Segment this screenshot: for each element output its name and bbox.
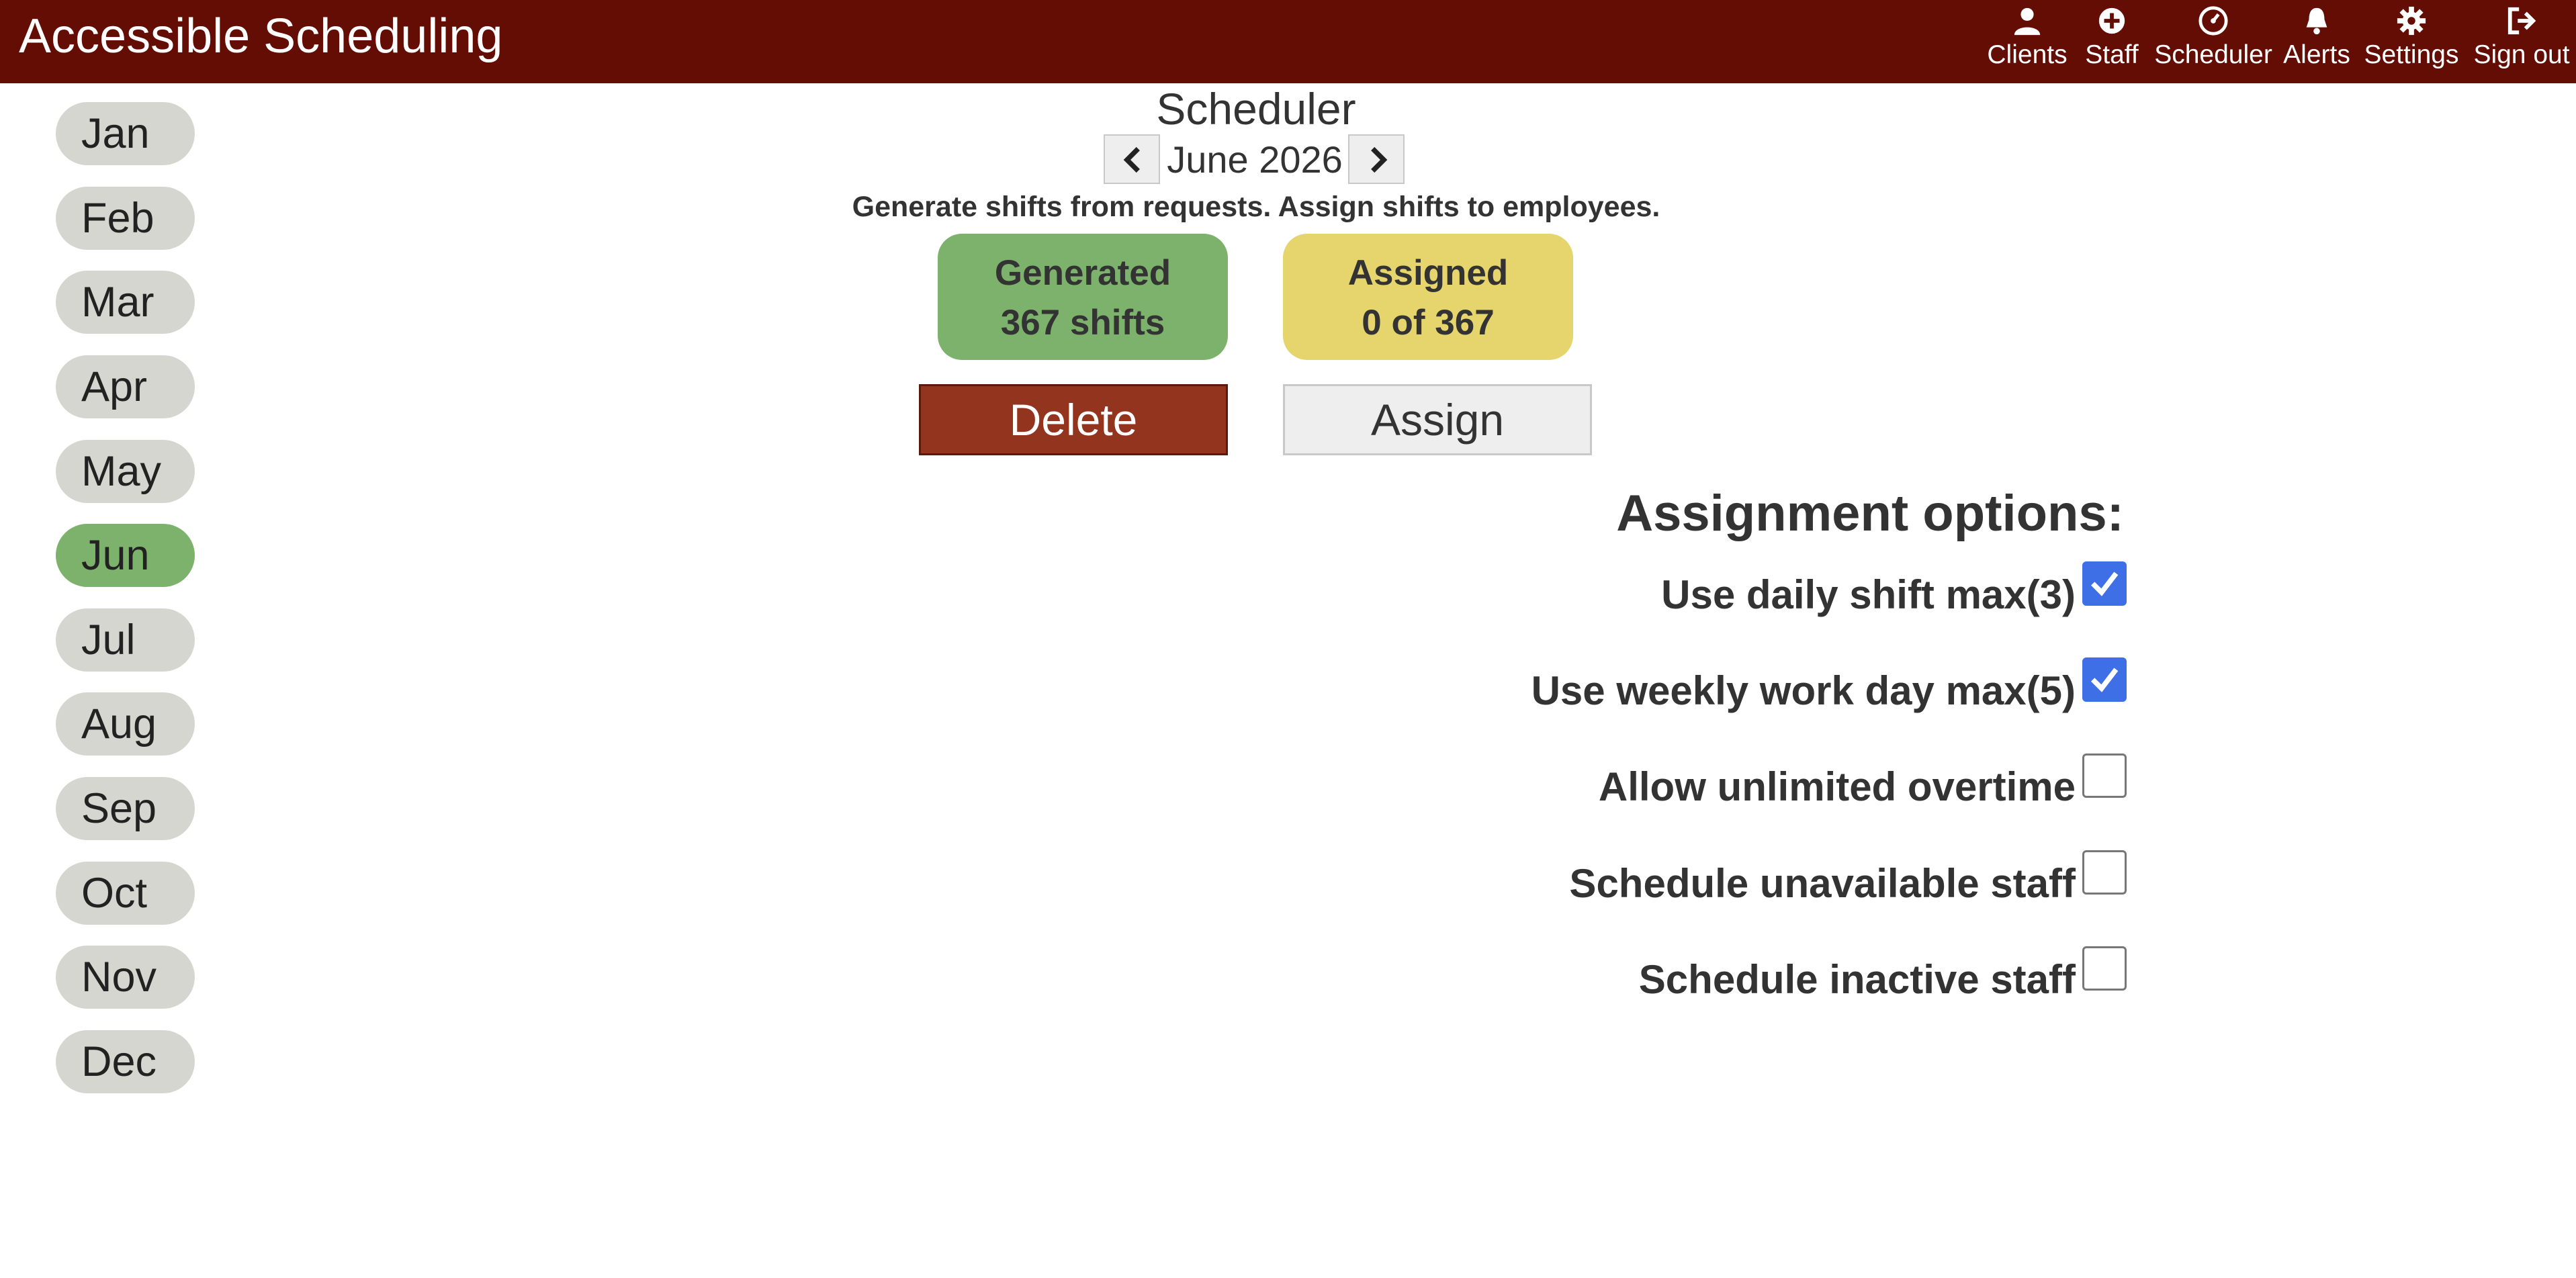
previous-month-button[interactable]: [1104, 134, 1160, 184]
main-nav: [1904, 0, 2576, 83]
nav-alerts[interactable]: [2278, 5, 2356, 79]
option-unavailable-staff: [1343, 850, 2127, 911]
dashboard-icon: [2198, 5, 2229, 36]
option-inactive-staff: [1343, 946, 2127, 1007]
month-jun[interactable]: Jun: [56, 524, 195, 587]
option-label: Use daily shift max(3): [1661, 572, 2076, 617]
option-daily-shift-max: [1343, 561, 2127, 622]
chevron-left-icon: [1118, 145, 1148, 175]
nav-sign-out[interactable]: [2467, 5, 2576, 79]
month-feb[interactable]: Feb: [56, 187, 195, 250]
instructions-text: Generate shifts from requests. Assign shifts to employees.: [852, 191, 1660, 223]
month-dec[interactable]: Dec: [56, 1030, 195, 1093]
option-label: Allow unlimited overtime: [1598, 764, 2076, 809]
nav-label: Scheduler: [2154, 40, 2272, 69]
inactive-staff-checkbox[interactable]: [2082, 946, 2127, 991]
assigned-value: 0 of 367: [1362, 303, 1495, 343]
chevron-right-icon: [1363, 145, 1392, 175]
nav-label: Clients: [1987, 40, 2068, 69]
month-apr[interactable]: Apr: [56, 355, 195, 418]
nav-label: Settings: [2364, 40, 2459, 69]
gear-icon: [2396, 5, 2427, 36]
month-may[interactable]: May: [56, 440, 195, 503]
assignment-options-heading: Assignment options:: [1616, 485, 2124, 542]
option-label: Schedule inactive staff: [1638, 957, 2076, 1002]
nav-scheduler[interactable]: [2151, 5, 2275, 79]
user-icon: [2012, 5, 2043, 36]
nav-label: Alerts: [2283, 40, 2350, 69]
weekly-work-day-max-checkbox[interactable]: [2082, 657, 2127, 702]
page-title: Scheduler: [1156, 84, 1356, 134]
sign-out-icon: [2506, 5, 2537, 36]
checkmark-icon: [2087, 662, 2122, 697]
delete-button[interactable]: Delete: [919, 384, 1228, 455]
nav-settings[interactable]: [2361, 5, 2462, 79]
generated-status: [938, 234, 1228, 360]
checkmark-icon: [2087, 566, 2122, 601]
unavailable-staff-checkbox[interactable]: [2082, 850, 2127, 895]
month-oct[interactable]: Oct: [56, 862, 195, 925]
generated-value: 367 shifts: [1000, 303, 1165, 343]
nav-staff[interactable]: [2075, 5, 2149, 79]
option-unlimited-overtime: [1343, 754, 2127, 814]
month-aug[interactable]: Aug: [56, 692, 195, 756]
month-mar[interactable]: Mar: [56, 271, 195, 334]
nav-label: Staff: [2085, 40, 2139, 69]
month-sep[interactable]: Sep: [56, 777, 195, 840]
current-month-label: June 2026: [1167, 138, 1343, 181]
top-bar: [0, 0, 2576, 83]
next-month-button[interactable]: [1348, 134, 1405, 184]
month-nov[interactable]: Nov: [56, 946, 195, 1009]
month-jan[interactable]: Jan: [56, 102, 195, 165]
assigned-label: Assigned: [1347, 253, 1509, 293]
daily-shift-max-checkbox[interactable]: [2082, 561, 2127, 606]
nav-clients[interactable]: [1981, 5, 2074, 79]
generated-label: Generated: [994, 253, 1171, 293]
nav-label: Sign out: [2473, 40, 2570, 69]
unlimited-overtime-checkbox[interactable]: [2082, 754, 2127, 798]
scheduler-panel: [0, 83, 2576, 1278]
option-label: Use weekly work day max(5): [1531, 668, 2076, 713]
plus-circle-icon: [2096, 5, 2127, 36]
bell-icon: [2301, 5, 2332, 36]
option-label: Schedule unavailable staff: [1569, 861, 2076, 906]
month-jul[interactable]: Jul: [56, 608, 195, 672]
option-weekly-work-day-max: [1343, 657, 2127, 718]
assign-button[interactable]: Assign: [1283, 384, 1592, 455]
month-navigator: [1104, 134, 1406, 188]
assigned-status: [1283, 234, 1573, 360]
app-title: Accessible Scheduling: [19, 9, 503, 63]
